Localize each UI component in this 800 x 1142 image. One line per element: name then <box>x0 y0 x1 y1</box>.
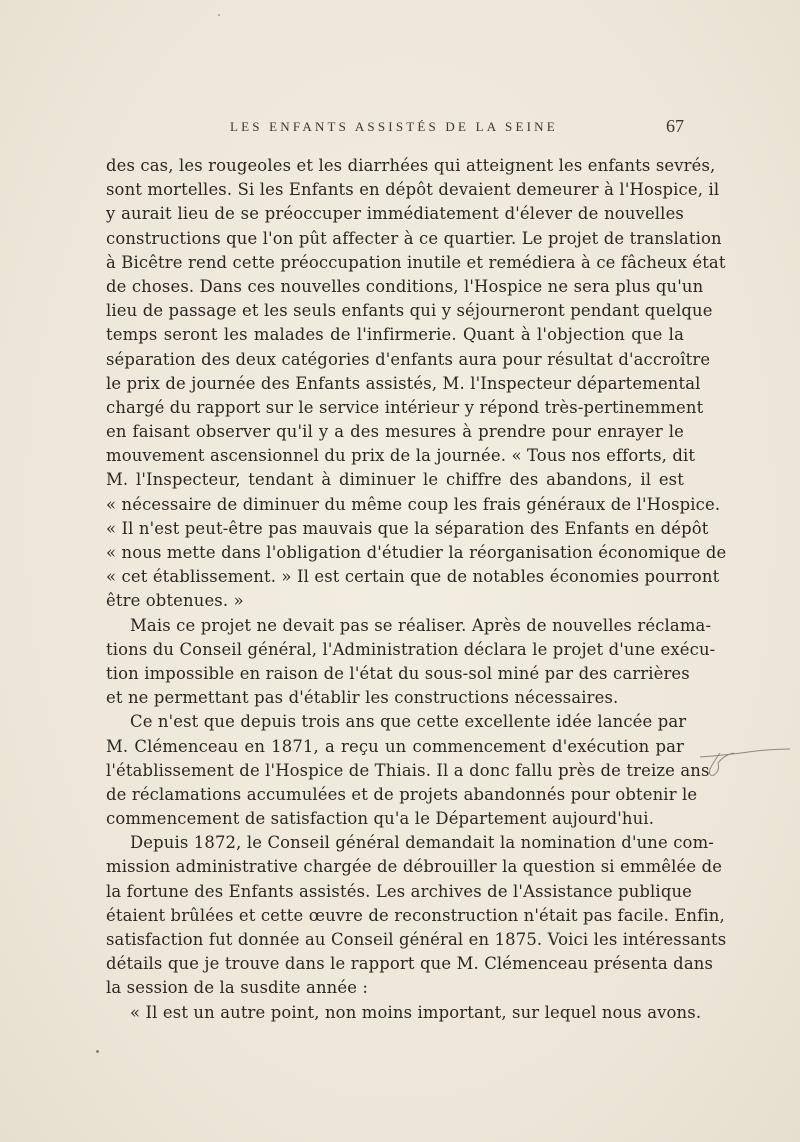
text-line: étaient brûlées et cette œuvre de reconstruction n'était pas facile. Enfin, <box>106 905 725 925</box>
text-line: y aurait lieu de se préoccuper immédiatement d'élever de nouvelles <box>106 204 684 224</box>
text-line: constructions que l'on pût affecter à ce quartier. Le projet de translation <box>106 228 722 248</box>
text-line: satisfaction fut donnée au Conseil général en 1875. Voici les intéressants <box>106 930 727 949</box>
text-line: M. l'Inspecteur, tendant à diminuer le chiffre des abandons, il est <box>106 470 684 490</box>
text-line: sont mortelles. Si les Enfants en dépôt devaient demeurer à l'Hospice, il <box>106 180 720 200</box>
page-header <box>106 116 684 141</box>
text-line: « cet établissement. » Il est certain que de notables économies pourront <box>106 567 720 587</box>
text-line: et ne permettant pas d'établir les constructions nécessaires. <box>106 688 619 708</box>
text-line: chargé du rapport sur le service intérieur y répond très-pertinemment <box>106 397 704 417</box>
text-line: commencement de satisfaction qu'a le Département aujourd'hui. <box>106 809 655 829</box>
text-line: M. Clémenceau en 1871, a reçu un commencement d'exécution par <box>106 736 684 756</box>
text-line: en faisant observer qu'il y a des mesures à prendre pour enrayer le <box>106 422 684 442</box>
text-line: l'établissement de l'Hospice de Thiais. Il a donc fallu près de treize ans <box>106 760 710 780</box>
text-line: le prix de journée des Enfants assistés, M. l'Inspecteur départemental <box>106 373 701 393</box>
text-line: tions du Conseil général, l'Administration déclara le projet d'une exécu- <box>106 639 716 659</box>
text-line: à Bicêtre rend cette préoccupation inutile et remédiera à ce fâcheux état <box>106 252 726 272</box>
running-title: LES ENFANTS ASSISTÉS DE LA SEINE <box>230 119 558 134</box>
speck <box>218 14 220 16</box>
text-line: séparation des deux catégories d'enfants aura pour résultat d'accroître <box>106 349 711 369</box>
speck <box>96 1050 99 1053</box>
text-line: détails que je trouve dans le rapport que M. Clémenceau présenta dans <box>106 954 714 974</box>
body-text <box>106 154 727 1025</box>
margin-pencil-mark <box>698 745 793 785</box>
text-line: Mais ce projet ne devait pas se réaliser. Après de nouvelles réclama- <box>130 615 712 635</box>
text-line: des cas, les rougeoles et les diarrhées qui atteignent les enfants sevrés, <box>106 156 716 175</box>
text-line: de choses. Dans ces nouvelles conditions, l'Hospice ne sera plus qu'un <box>106 276 704 296</box>
text-line: Depuis 1872, le Conseil général demandait la nomination d'une com- <box>130 833 714 853</box>
text-line: de réclamations accumulées et de projets abandonnés pour obtenir le <box>106 784 698 804</box>
text-line: mouvement ascensionnel du prix de la journée. « Tous nos efforts, dit <box>106 446 696 466</box>
text-line: être obtenues. » <box>106 591 244 611</box>
text-line: « nous mette dans l'obligation d'étudier la réorganisation économique de <box>106 543 727 562</box>
text-line: mission administrative chargée de débrouiller la question si emmêlée de <box>106 857 723 877</box>
text-line: Ce n'est que depuis trois ans que cette excellente idée lancée par <box>130 712 687 732</box>
text-line: « nécessaire de diminuer du même coup les frais généraux de l'Hospice. <box>106 494 721 514</box>
text-line: la session de la susdite année : <box>106 978 369 998</box>
text-line: « Il n'est peut-être pas mauvais que la séparation des Enfants en dépôt <box>106 518 709 538</box>
text-line: lieu de passage et les seuls enfants qui y séjourneront pendant quelque <box>106 301 713 321</box>
text-line: la fortune des Enfants assistés. Les archives de l'Assistance publique <box>106 881 693 901</box>
text-line: « Il est un autre point, non moins important, sur lequel nous avons. <box>130 1002 702 1022</box>
text-line: tion impossible en raison de l'état du sous-sol miné par des carrières <box>106 663 690 683</box>
page-number: 67 <box>666 116 684 136</box>
text-line: temps seront les malades de l'infirmerie. Quant à l'objection que la <box>106 325 684 345</box>
